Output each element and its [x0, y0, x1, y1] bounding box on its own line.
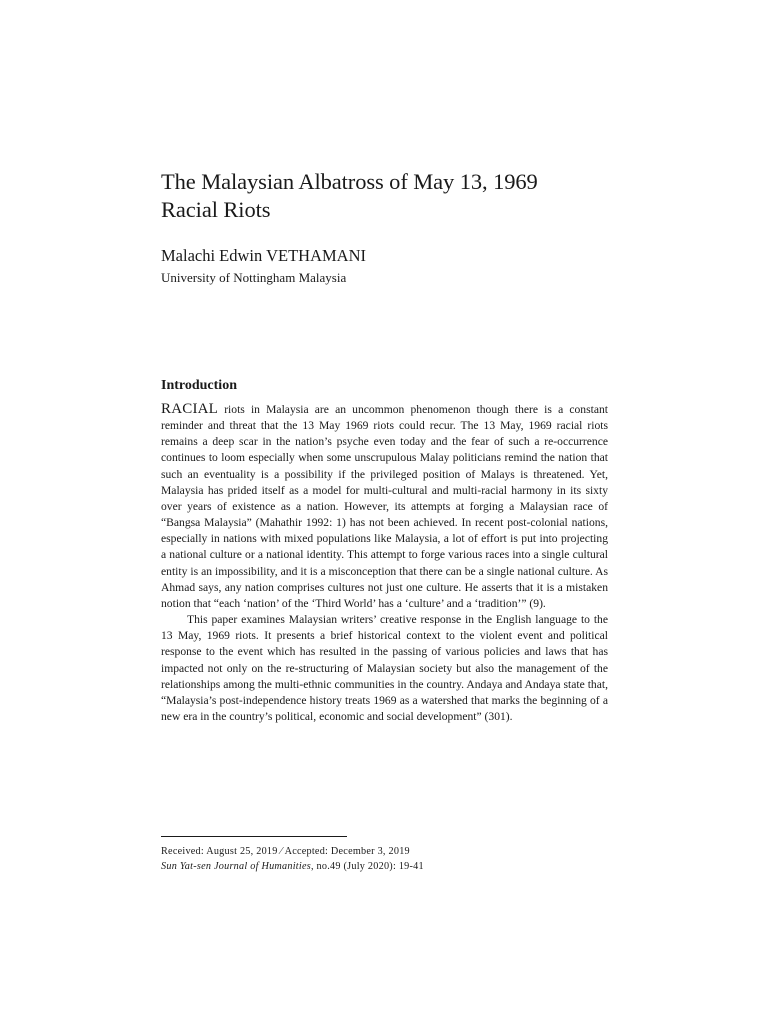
article-title-line-1: The Malaysian Albatross of May 13, 1969	[161, 169, 538, 194]
journal-name: Sun Yat-sen Journal of Humanities	[161, 861, 311, 872]
author-affiliation: University of Nottingham Malaysia	[161, 270, 347, 285]
journal-issue: , no.49 (July 2020): 19-41	[310, 861, 424, 872]
section-heading-introduction: Introduction	[161, 378, 237, 393]
author-name: Malachi Edwin VETHAMANI	[161, 246, 366, 265]
article-title	[161, 168, 621, 224]
paragraph-1-text: riots in Malaysia are an uncommon phenomenon though there is a constant reminder and threat that the 13 May 1969 riots could recur. The 13 May, 1969 racial riots remains a deep scar in the nation’s psyche even today and the fear of such a re-occurrence continues to loom especially when some unscrupulous Malay politicians remind the nation that such an eventuality is a possibility if the privileged position of Malays is threatened. Yet, Malaysia has prided itself as a model for multi-cultural and multi-racial harmony in its sixty over years of existence as a nation. However, its attempts at forging a Malaysian race of “Bangsa Malaysia” (Mahathir 1992: 1) has not been achieved. In recent post-colonial nations, especially in nations with mixed populations like Malaysia, a lot of effort is put into projecting a national culture or a national identity. This attempt to forge various races into a single cultural entity is an impossibility, and it is a misconception that there can be a single national culture. As Ahmad says, any nation comprises cultures not just one culture. He asserts that it is a mistaken notion that “each ‘nation’ of the ‘Third World’ has a ‘culture’ and a ‘tradition’” (9).	[161, 403, 608, 610]
paragraph-2: This paper examines Malaysian writers’ creative response in the English language to the 13 May, 1969 riots. It presents a brief historical context to the violent event and political response to the event which has resulted in the passing of various policies and laws that has impacted not only on the re-structuring of Malaysian society but also the management of the relationships among the multi-ethnic communities in the country. Andaya and Andaya state that, “Malaysia’s post-independence history treats 1969 as a watershed that marks the beginning of a new era in the country’s political, economic and social development” (301).	[161, 613, 608, 723]
introduction-body	[161, 401, 608, 725]
paper-page	[161, 0, 608, 1024]
footnote-received-accepted: Received: August 25, 2019 ⁄ Accepted: December 3, 2019	[161, 846, 410, 857]
footnote-divider	[161, 836, 347, 837]
article-title-line-2: Racial Riots	[161, 197, 271, 222]
paragraph-1	[161, 401, 608, 612]
paragraph-1-lead-word: RACIAL	[161, 401, 219, 417]
footnote-citation	[161, 860, 424, 873]
